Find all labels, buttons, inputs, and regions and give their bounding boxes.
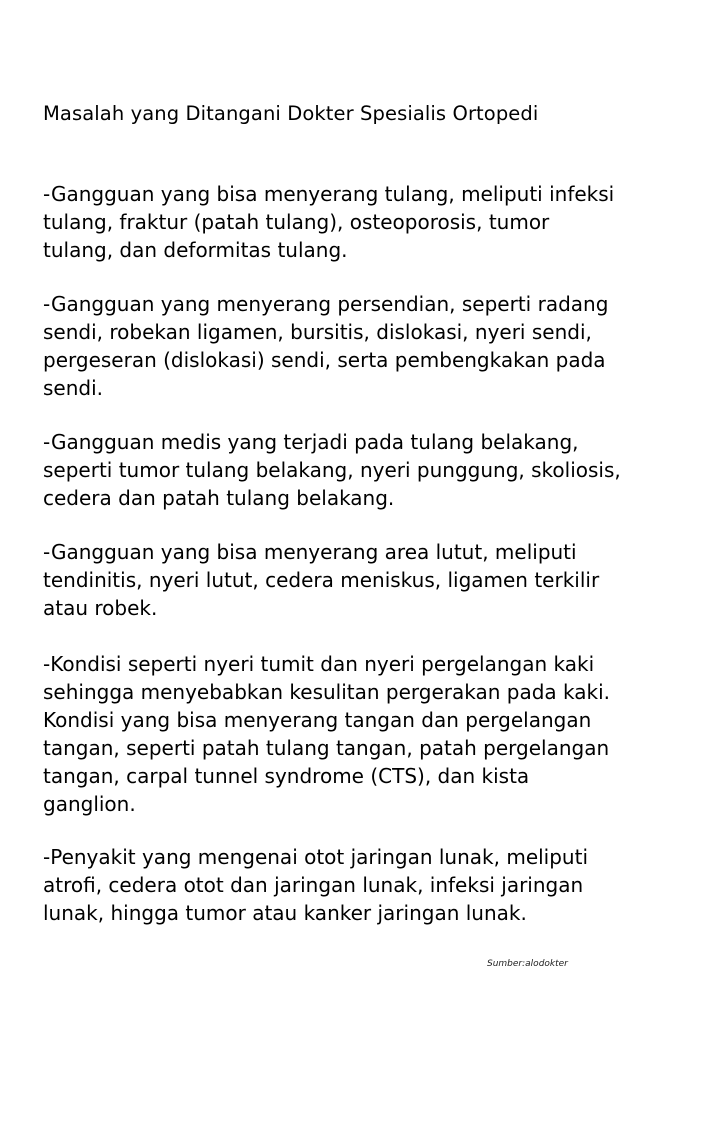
text-line: -Gangguan yang bisa menyerang area lutut, meliputi	[43, 540, 577, 564]
paragraph-knee-disorders	[43, 538, 693, 622]
paragraph-spine-disorders	[43, 428, 693, 512]
text-line: tulang, fraktur (patah tulang), osteoporosis, tumor	[43, 210, 550, 234]
text-line: -Gangguan yang menyerang persendian, seperti radang	[43, 292, 609, 316]
text-line: tendinitis, nyeri lutut, cedera meniskus, ligamen terkilir	[43, 568, 600, 592]
text-line: -Gangguan yang bisa menyerang tulang, meliputi infeksi	[43, 182, 615, 206]
text-line: pergeseran (dislokasi) sendi, serta pembengkakan pada	[43, 348, 606, 372]
text-line: cedera dan patah tulang belakang.	[43, 486, 395, 510]
text-line: seperti tumor tulang belakang, nyeri punggung, skoliosis,	[43, 458, 621, 482]
paragraph-foot-hand-conditions	[43, 650, 693, 818]
text-line: atrofi, cedera otot dan jaringan lunak, infeksi jaringan	[43, 873, 584, 897]
text-line: atau robek.	[43, 596, 158, 620]
text-line: sendi.	[43, 376, 104, 400]
text-line: Kondisi yang bisa menyerang tangan dan pergelangan	[43, 708, 592, 732]
paragraph-bone-disorders	[43, 180, 693, 264]
text-line: tangan, seperti patah tulang tangan, patah pergelangan	[43, 736, 610, 760]
text-line: lunak, hingga tumor atau kanker jaringan lunak.	[43, 901, 527, 925]
text-line: -Kondisi seperti nyeri tumit dan nyeri pergelangan kaki	[43, 652, 595, 676]
source-credit: Sumber:alodokter	[487, 959, 568, 969]
paragraph-joint-disorders	[43, 290, 693, 402]
text-line: -Gangguan medis yang terjadi pada tulang belakang,	[43, 430, 579, 454]
text-line: tulang, dan deformitas tulang.	[43, 238, 348, 262]
text-line: ganglion.	[43, 792, 136, 816]
text-line: sehingga menyebabkan kesulitan pergerakan pada kaki.	[43, 680, 611, 704]
text-line: tangan, carpal tunnel syndrome (CTS), dan kista	[43, 764, 530, 788]
text-line: sendi, robekan ligamen, bursitis, dislokasi, nyeri sendi,	[43, 320, 592, 344]
paragraph-soft-tissue-diseases	[43, 843, 693, 927]
text-line: -Penyakit yang mengenai otot jaringan lunak, meliputi	[43, 845, 588, 869]
page-title: Masalah yang Ditangani Dokter Spesialis Ortopedi	[43, 102, 539, 125]
